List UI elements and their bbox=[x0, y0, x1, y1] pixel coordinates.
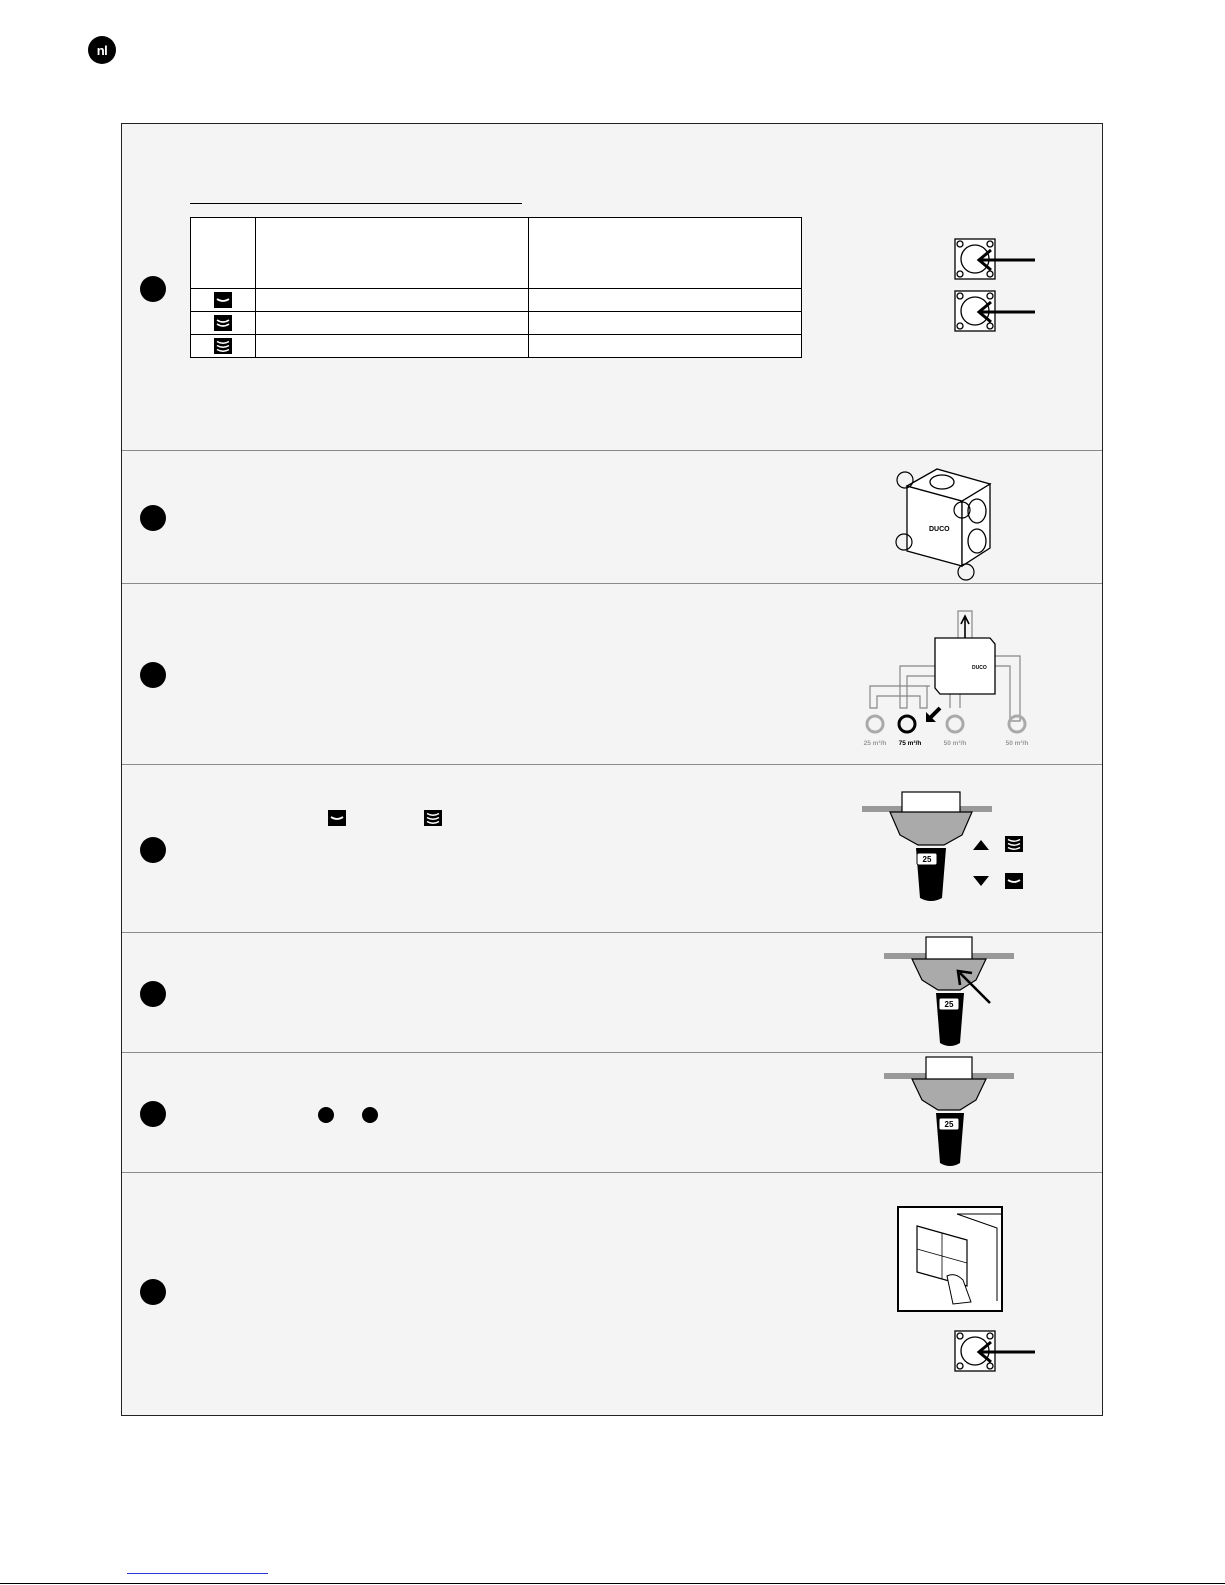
step-7-row bbox=[122, 1173, 1102, 1417]
unit-brand-label: DUCO bbox=[929, 526, 950, 533]
flow-label-1: 25 m³/h bbox=[863, 740, 887, 747]
duct-layout-illustration bbox=[860, 596, 1050, 761]
table-row bbox=[191, 289, 802, 312]
speed-high-icon bbox=[214, 338, 232, 354]
flow-label-2: 75 m³/h bbox=[898, 740, 922, 747]
step-7-marker: 7 bbox=[140, 1279, 166, 1305]
flow-label-3: 50 m³/h bbox=[943, 740, 967, 747]
footer-link-underline[interactable] bbox=[127, 1573, 268, 1574]
step-2-row bbox=[122, 451, 1102, 584]
section-underline bbox=[190, 203, 522, 204]
unit-box-illustration bbox=[882, 456, 1012, 581]
footer-rule bbox=[0, 1583, 1225, 1584]
table-header-cell bbox=[256, 218, 529, 289]
step-4-marker: 4 bbox=[140, 837, 166, 863]
speed-low-cell bbox=[191, 289, 256, 312]
speed-settings-table bbox=[190, 217, 802, 358]
table-header-row bbox=[191, 218, 802, 289]
valve-pointer-illustration bbox=[947, 1328, 1047, 1378]
step-1-row bbox=[122, 124, 1102, 451]
speed-high-cell bbox=[191, 335, 256, 358]
valve-pointer-illustration bbox=[947, 234, 1047, 344]
speed-medium-cell bbox=[191, 312, 256, 335]
step-5-marker: 5 bbox=[140, 981, 166, 1007]
step-ref-marker bbox=[362, 1107, 378, 1123]
duct-unit-brand: DUCO bbox=[972, 665, 987, 671]
table-cell bbox=[256, 312, 529, 335]
table-row bbox=[191, 335, 802, 358]
table-cell bbox=[529, 335, 802, 358]
flow-meter-adjust-illustration bbox=[862, 790, 1032, 910]
table-cell bbox=[529, 312, 802, 335]
table-header-cell bbox=[529, 218, 802, 289]
step-1-marker: 1 bbox=[140, 276, 166, 302]
flow-meter-reading-illustration bbox=[884, 1055, 1019, 1170]
table-header-cell bbox=[191, 218, 256, 289]
table-cell bbox=[256, 289, 529, 312]
table-cell bbox=[256, 335, 529, 358]
flow-meter-position-illustration bbox=[884, 935, 1019, 1050]
meter-display: 25 bbox=[922, 855, 932, 864]
step-ref-marker bbox=[318, 1107, 334, 1123]
step-3-marker: 3 bbox=[140, 662, 166, 688]
step-2-marker: 2 bbox=[140, 505, 166, 531]
instruction-panel bbox=[121, 123, 1103, 1416]
language-badge: nl bbox=[88, 36, 116, 64]
meter-display: 25 bbox=[944, 1120, 954, 1129]
table-cell bbox=[529, 289, 802, 312]
table-row bbox=[191, 312, 802, 335]
speed-low-icon bbox=[214, 292, 232, 308]
step-6-row bbox=[122, 1053, 1102, 1173]
meter-display: 25 bbox=[944, 1000, 954, 1009]
flow-label-4: 50 m³/h bbox=[1005, 740, 1029, 747]
step-5-row bbox=[122, 933, 1102, 1053]
control-panel-illustration bbox=[897, 1206, 1003, 1312]
step-3-row bbox=[122, 584, 1102, 765]
speed-low-icon bbox=[328, 810, 346, 826]
speed-high-icon bbox=[424, 810, 442, 826]
speed-medium-icon bbox=[214, 315, 232, 331]
step-6-marker: 6 bbox=[140, 1101, 166, 1127]
step-4-row bbox=[122, 765, 1102, 933]
